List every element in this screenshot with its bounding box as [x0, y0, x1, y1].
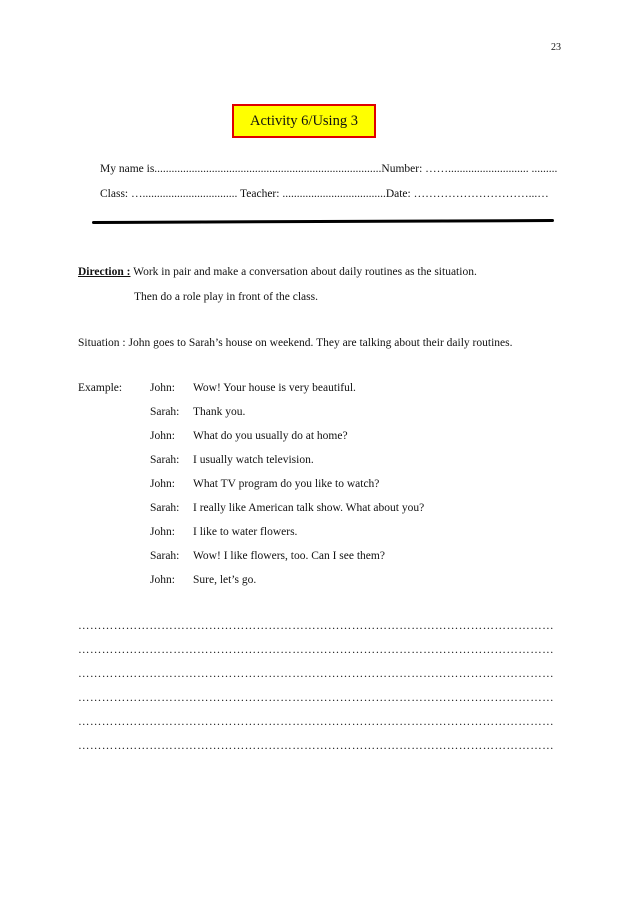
- dialogue-speaker: Sarah:: [150, 406, 180, 418]
- dialogue-line: I like to water flowers.: [193, 526, 298, 538]
- situation-text: Situation : John goes to Sarah’s house on weekend. They are talking about their daily routines.: [78, 337, 513, 349]
- dialogue-line: I really like American talk show. What about you?: [193, 502, 425, 514]
- dialogue-speaker: Sarah:: [150, 550, 180, 562]
- name-number-field-line: My name is...............................................................................Number: ……............................ .........: [100, 163, 558, 175]
- answer-line[interactable]: …………………………………………………………………………………………………………: [78, 740, 554, 752]
- direction-text-2: Then do a role play in front of the class.: [134, 291, 318, 303]
- dialogue-speaker: John:: [150, 430, 175, 442]
- dialogue-line: Sure, let’s go.: [193, 574, 257, 586]
- dialogue-line: Thank you.: [193, 406, 246, 418]
- dialogue-line: Wow! I like flowers, too. Can I see them?: [193, 550, 385, 562]
- dialogue-speaker: John:: [150, 478, 175, 490]
- class-teacher-date-field-line: Class: …................................. Teacher: ....................................Date: …………………………...…: [100, 188, 549, 200]
- dialogue-speaker: John:: [150, 574, 175, 586]
- dialogue-line: I usually watch television.: [193, 454, 314, 466]
- dialogue-speaker: Sarah:: [150, 454, 180, 466]
- direction-label: Direction :: [78, 266, 131, 278]
- answer-line[interactable]: …………………………………………………………………………………………………………: [78, 620, 554, 632]
- activity-title-box: [232, 104, 376, 138]
- answer-line[interactable]: …………………………………………………………………………………………………………: [78, 716, 554, 728]
- dialogue-line: What TV program do you like to watch?: [193, 478, 380, 490]
- dialogue-line: Wow! Your house is very beautiful.: [193, 382, 356, 394]
- header-divider: [92, 219, 554, 224]
- dialogue-speaker: John:: [150, 382, 175, 394]
- direction-line: [78, 266, 477, 278]
- answer-line[interactable]: …………………………………………………………………………………………………………: [78, 692, 554, 704]
- dialogue-speaker: John:: [150, 526, 175, 538]
- example-label: Example:: [78, 382, 123, 394]
- dialogue-line: What do you usually do at home?: [193, 430, 348, 442]
- dialogue-speaker: Sarah:: [150, 502, 180, 514]
- answer-line[interactable]: …………………………………………………………………………………………………………: [78, 644, 554, 656]
- direction-text: Work in pair and make a conversation about daily routines as the situation.: [130, 266, 477, 278]
- answer-line[interactable]: …………………………………………………………………………………………………………: [78, 668, 554, 680]
- activity-title: Activity 6/Using 3: [250, 112, 358, 129]
- page-number: 23: [551, 42, 561, 53]
